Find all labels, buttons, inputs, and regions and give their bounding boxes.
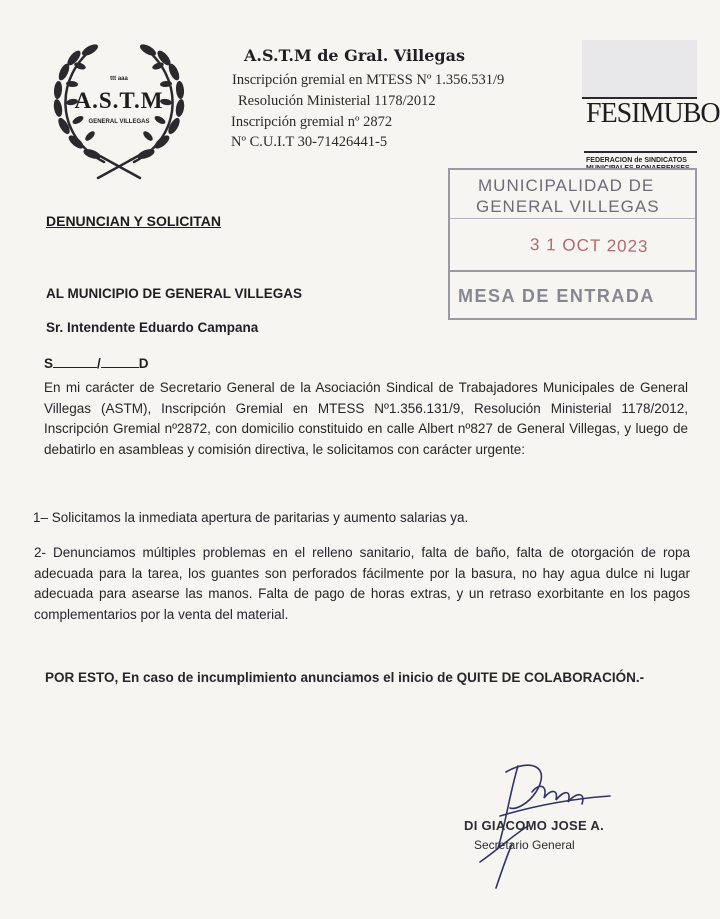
document-title: DENUNCIAN Y SOLICITAN	[46, 213, 222, 229]
logo-top-text: ttt aaa	[110, 76, 128, 82]
stamp-mesa-de-entrada: MESA DE ENTRADA	[458, 286, 655, 306]
recipient: Sr. Intendente Eduardo Campana	[46, 320, 259, 335]
salutation-sd	[44, 356, 149, 371]
stamp-line-2: GENERAL VILLEGAS	[476, 197, 660, 216]
signatory-name: DI GIACOMO JOSE A.	[464, 818, 604, 833]
stamp-date: 3 1 OCT 2023	[529, 234, 649, 257]
sd-slash: /	[97, 356, 101, 371]
sd-d: D	[138, 356, 149, 371]
stamp-line-1: MUNICIPALIDAD DE	[478, 176, 655, 195]
sd-s: S	[44, 356, 54, 371]
signatory-role: Secretario General	[474, 838, 575, 852]
header-line-resolution: Resolución Ministerial 1178/2012	[238, 93, 436, 109]
sd-underline-2	[101, 357, 139, 368]
logo-main-text: A.S.T.M	[74, 88, 164, 113]
header-line-cuit: Nº C.U.I.T 30-71426441-5	[231, 134, 388, 150]
sd-underline-1	[53, 357, 97, 368]
stamp-divider	[450, 270, 695, 272]
item-1: 1– Solicitamos la inmediata apertura de paritarias y aumento salarias ya.	[33, 510, 469, 525]
org-name: A.S.T.M de Gral. Villegas	[244, 46, 465, 65]
item-2: 2- Denunciamos múltiples problemas en el relleno sanitario, falta de baño, falta de otorgación de ropa adecuada para la tarea, los guantes son perforados fácilmente por la basura, no hay agua dulce ni lugar adecuada para asearse las manos. Falta de pago de horas extras, y un retraso exorbitante en los pagos complementarios por la venta del material.	[34, 545, 690, 622]
reception-stamp	[448, 168, 697, 320]
fesimubo-subtitle: FEDERACION de SINDICATOS MUNICIPALES BONAERENSES	[586, 157, 690, 172]
stamp-divider-top	[450, 218, 695, 219]
astm-logo	[44, 36, 194, 186]
addressee: AL MUNICIPIO DE GENERAL VILLEGAS	[46, 286, 303, 301]
fesimubo-logo	[582, 40, 720, 172]
closing-statement	[30, 668, 698, 689]
paragraph-intro: En mi carácter de Secretario General de la Asociación Sindical de Trabajadores Municipales de General Villegas (ASTM), Inscripción Gremial en MTESS Nº1.356.131/9, Resolución Ministerial 1178/2012, Inscripción Gremial nº2872, con domicilio constituido en calle Albert nº827 de General Villegas, y luego de debatirlo en asambleas y comisión directiva, le solicitamos con carácter urgente:	[44, 380, 688, 457]
closing-text: POR ESTO, En caso de incumplimiento anunciamos el inicio de QUITE DE COLABORACIÓN.-	[45, 670, 645, 685]
header-line-registration: Inscripción gremial en MTESS Nº 1.356.531/9	[232, 72, 505, 88]
fesimubo-mark: FESIMUBO	[586, 98, 720, 129]
logo-bottom-text: GENERAL VILLEGAS	[88, 119, 150, 125]
header-line-inscription: Inscripción gremial nº 2872	[231, 114, 393, 130]
